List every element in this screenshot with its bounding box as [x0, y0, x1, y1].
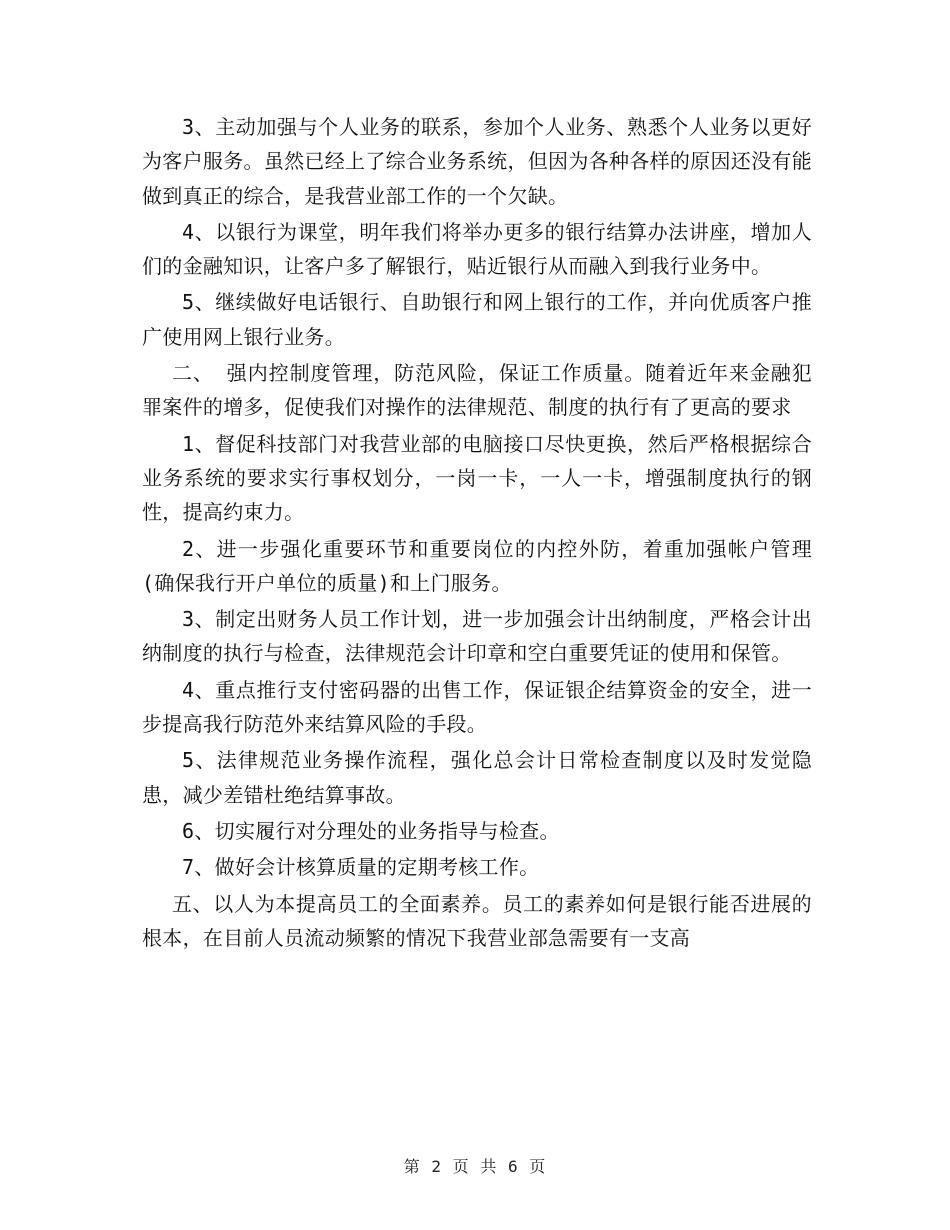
paragraph-item-4-payment-device: 4、重点推行支付密码器的出售工作，保证银企结算资金的安全，进一步提高我行防范外来结算风险的手段。	[142, 677, 812, 737]
paragraph-item-3-cashier-system: 3、制定出财务人员工作计划，进一步加强会计出纳制度，严格会计出纳制度的执行与检查，法律规范会计印章和空白重要凭证的使用和保管。	[142, 607, 812, 666]
paragraph-item-3-personal-business: 3、主动加强与个人业务的联系，参加个人业务、熟悉个人业务以更好为客户服务。虽然已经上了综合业务系统，但因为各种各样的原因还没有能做到真正的综合，是我营业部工作的一个欠缺。	[142, 115, 812, 208]
document-body	[142, 110, 812, 957]
paragraph-item-5-operation-process: 5、法律规范业务操作流程，强化总会计日常检查制度以及时发觉隐患，减少差错杜绝结算事故。	[142, 748, 812, 807]
paragraph-item-1-tech-interface: 1、督促科技部门对我营业部的电脑接口尽快更换，然后严格根据综合业务系统的要求实行事权划分，一岗一卡，一人一卡，增强制度执行的钢性，提高约束力。	[142, 431, 812, 525]
paragraph-item-4-bank-classroom: 4、以银行为课堂，明年我们将举办更多的银行结算办法讲座，增加人们的金融知识，让客户多了解银行，贴近银行从而融入到我行业务中。	[142, 219, 812, 279]
section-heading-staff-quality: 五、以人为本提高员工的全面素养。员工的素养如何是银行能否进展的根本，在目前人员流动频繁的情况下我营业部急需要有一支高	[142, 891, 812, 950]
paragraph-item-7-assessment: 7、做好会计核算质量的定期考核工作。	[182, 855, 540, 880]
page-number-footer: 第 2 页 共 6 页	[403, 1157, 547, 1176]
section-heading-internal-control: 二、 强内控制度管理，防范风险，保证工作质量。随着近年来金融犯罪案件的增多，促使我们对操作的法律规范、制度的执行有了更高的要求	[142, 361, 812, 420]
paragraph-item-5-online-banking: 5、继续做好电话银行、自助银行和网上银行的工作，并向优质客户推广使用网上银行业务。	[142, 290, 812, 349]
paragraph-item-6-guidance: 6、切实履行对分理处的业务指导与检查。	[182, 818, 560, 843]
paragraph-item-2-key-positions: 2、进一步强化重要环节和重要岗位的内控外防，着重加强帐户管理(确保我行开户单位的质量)和上门服务。	[142, 536, 812, 595]
